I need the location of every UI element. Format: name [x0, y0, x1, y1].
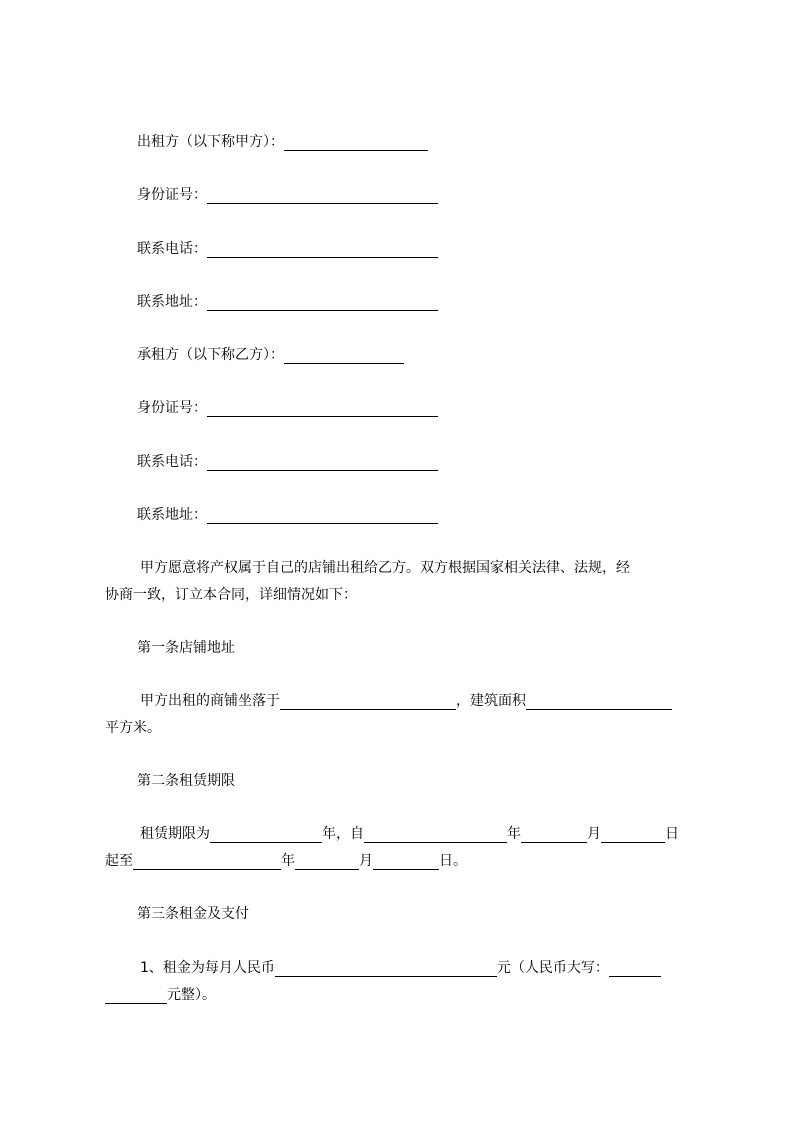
article-1-text-b: ，建筑面积 — [456, 693, 526, 709]
article-3-row-2 — [105, 986, 216, 1004]
lessor-id-row — [137, 186, 438, 204]
lessee-label: 承租方（以下称乙方）： — [137, 347, 284, 363]
lessee-address-label: 联系地址： — [137, 507, 207, 523]
lessee-name-blank[interactable] — [284, 349, 404, 364]
lessor-row — [137, 133, 428, 151]
shop-location-blank[interactable] — [280, 695, 456, 710]
end-year-blank[interactable] — [133, 855, 281, 870]
article-2-text-d: 月 — [587, 826, 601, 842]
end-month-blank[interactable] — [295, 855, 359, 870]
rent-uppercase-blank-1[interactable] — [609, 962, 661, 977]
lessee-id-label: 身份证号： — [137, 400, 207, 416]
start-month-blank[interactable] — [521, 828, 587, 843]
lessee-row — [137, 346, 404, 364]
intro-line-1: 甲方愿意将产权属于自己的店铺出租给乙方。双方根据国家相关法律、法规，经 — [140, 560, 630, 576]
lessor-address-label: 联系地址： — [137, 294, 207, 310]
monthly-rent-blank[interactable] — [275, 962, 497, 977]
article-1-title: 第一条店铺地址 — [137, 640, 235, 656]
article-1-text-c: 平方米。 — [105, 720, 161, 736]
lessee-phone-blank[interactable] — [207, 456, 438, 471]
end-day-blank[interactable] — [373, 855, 439, 870]
start-day-blank[interactable] — [601, 828, 665, 843]
article-2-text-c: 年 — [507, 826, 521, 842]
lessor-phone-label: 联系电话： — [137, 241, 207, 257]
article-2-text-h: 月 — [359, 853, 373, 869]
article-3-title: 第三条租金及支付 — [137, 906, 249, 922]
article-2-row-2 — [105, 852, 467, 870]
lessor-address-blank[interactable] — [207, 296, 438, 311]
lease-years-blank[interactable] — [210, 828, 322, 843]
lessor-phone-blank[interactable] — [207, 243, 438, 258]
lessor-id-label: 身份证号： — [137, 187, 207, 203]
article-3-text-a: 1、租金为每月人民币 — [140, 960, 275, 976]
rent-uppercase-blank-2[interactable] — [105, 989, 167, 1004]
lessee-address-blank[interactable] — [207, 509, 438, 524]
article-2-title: 第二条租赁期限 — [137, 773, 235, 789]
article-2-text-a: 租赁期限为 — [140, 826, 210, 842]
floor-area-blank[interactable] — [526, 695, 672, 710]
article-3-text-c: 元整）。 — [167, 987, 216, 1003]
article-2-text-g: 年 — [281, 853, 295, 869]
article-1-row — [140, 692, 672, 710]
lessee-id-blank[interactable] — [207, 402, 438, 417]
lessee-phone-row — [137, 453, 438, 471]
start-year-blank[interactable] — [364, 828, 507, 843]
lessor-address-row — [137, 293, 438, 311]
article-1-text-a: 甲方出租的商铺坐落于 — [140, 693, 280, 709]
lessee-address-row — [137, 506, 438, 524]
article-3-row-1 — [140, 959, 661, 977]
lessor-id-blank[interactable] — [207, 189, 438, 204]
lessee-id-row — [137, 399, 438, 417]
article-2-text-i: 日。 — [439, 853, 467, 869]
article-2-row-1 — [140, 825, 679, 843]
article-3-text-b: 元（人民币大写： — [496, 960, 609, 976]
article-2-text-f: 起至 — [105, 853, 133, 869]
article-2-text-b: 年，自 — [322, 826, 364, 842]
lessee-phone-label: 联系电话： — [137, 454, 207, 470]
article-2-text-e: 日 — [665, 826, 679, 842]
lessor-label: 出租方（以下称甲方）： — [137, 134, 284, 150]
lessor-phone-row — [137, 240, 438, 258]
lessor-name-blank[interactable] — [284, 136, 428, 151]
intro-line-2: 协商一致，订立本合同，详细情况如下： — [105, 587, 357, 603]
